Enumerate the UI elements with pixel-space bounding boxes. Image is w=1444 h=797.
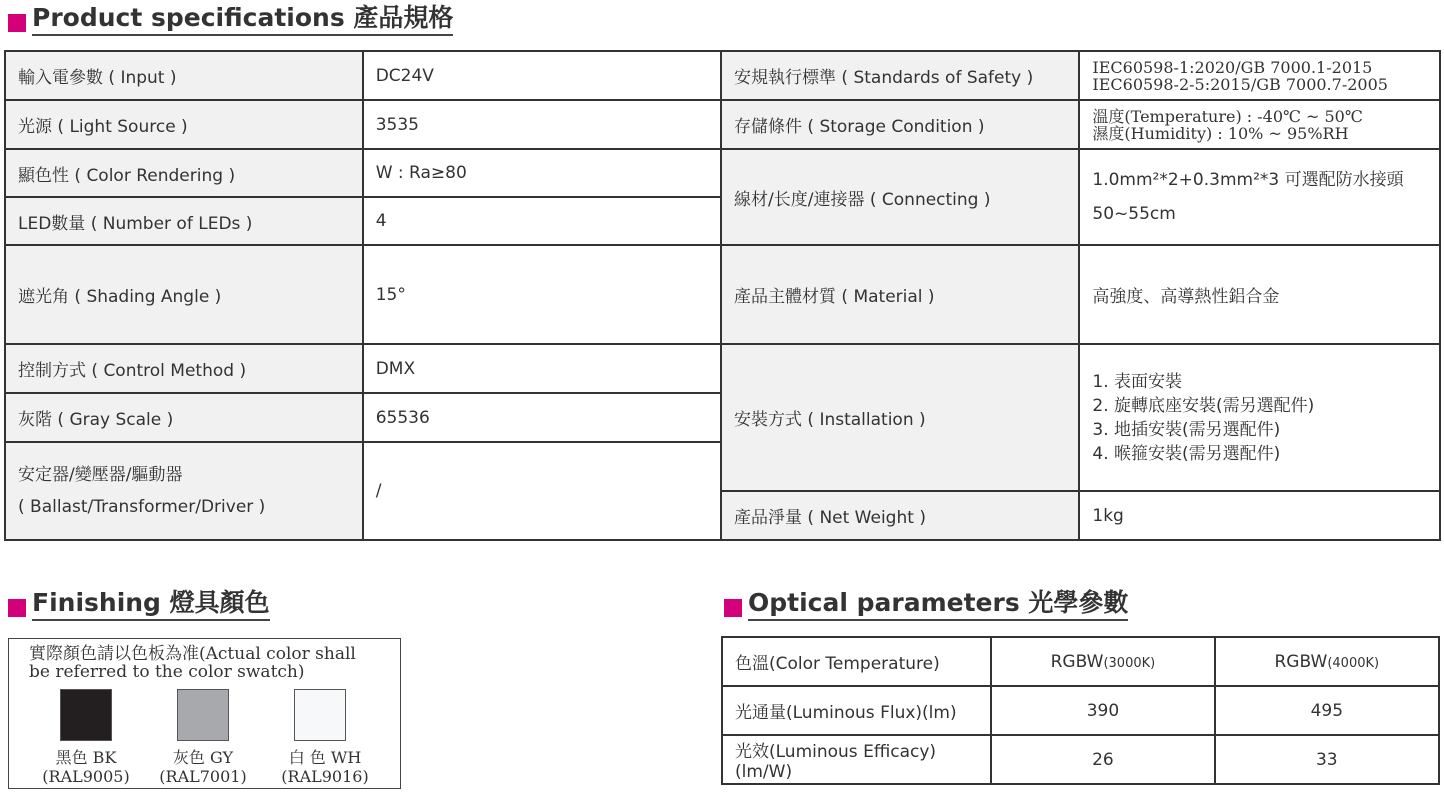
safety-value-line: IEC60598-1:2020/GB 7000.1-2015 [1092,57,1373,77]
optical-value: 33 [1215,735,1439,784]
swatch-name: 黑色 BK [55,748,117,767]
spec-label: 安裝方式 ( Installation ) [721,344,1079,491]
finishing-heading [8,588,270,621]
connecting-value-line: 1.0mm²*2+0.3mm²*3 可選配防水接頭 [1092,170,1404,190]
swatch-name: 灰色 GY [172,748,234,767]
table-row [5,344,1440,393]
spec-value [1079,51,1440,100]
specs-title: Product specifications 產品規格 [32,3,453,36]
optical-header-label: 色溫(Color Temperature) [722,637,991,686]
swatch-black [60,689,112,741]
ballast-label-line: 安定器/變壓器/驅動器 [18,465,183,485]
spec-label: 產品主體材質 ( Material ) [721,245,1079,344]
optical-title: Optical parameters 光學參數 [748,588,1128,621]
spec-value: 4 [363,197,721,245]
installation-item: 1. 表面安裝 [1092,371,1183,392]
optical-col-header [1215,637,1439,686]
installation-item: 4. 喉箍安裝(需另選配件) [1092,443,1281,464]
col-main: RGBW [1274,651,1328,672]
installation-item: 2. 旋轉底座安裝(需另選配件) [1092,395,1315,416]
optical-table [721,636,1440,785]
swatch-gray [177,689,229,741]
spec-label: 安規執行標準 ( Standards of Safety ) [721,51,1079,100]
magenta-square-icon [8,14,26,32]
spec-label: 輸入電參數 ( Input ) [5,51,363,100]
spec-label: 存儲條件 ( Storage Condition ) [721,100,1079,149]
spec-value [1079,149,1440,245]
spec-label: 遮光角 ( Shading Angle ) [5,245,363,344]
storage-value-line: 濕度(Humidity) : 10% ~ 95%RH [1092,123,1349,143]
spec-label: 產品淨量 ( Net Weight ) [721,491,1079,540]
spec-value [1079,100,1440,149]
spec-value [1079,344,1440,491]
swatch-white [294,689,346,741]
safety-value-line: IEC60598-2-5:2015/GB 7000.7-2005 [1092,74,1388,94]
optical-col-header [991,637,1214,686]
spec-label: 線材/长度/連接器 ( Connecting ) [721,149,1079,245]
optical-row-label: 光效(Luminous Efficacy)(lm/W) [722,735,991,784]
finishing-title: Finishing 燈具顏色 [32,588,270,621]
spec-value: 65536 [363,393,721,442]
spec-value: DC24V [363,51,721,100]
optical-value: 495 [1215,686,1439,735]
spec-label [5,442,363,540]
spec-value: W : Ra≥80 [363,149,721,197]
spec-label: LED數量 ( Number of LEDs ) [5,197,363,245]
spec-value: DMX [363,344,721,393]
swatch-code: (RAL7001) [159,767,247,786]
spec-value: 1kg [1079,491,1440,540]
swatch-name: 白 色 WH [288,748,362,767]
spec-label: 光源 ( Light Source ) [5,100,363,149]
swatch-label-white [270,748,380,786]
swatch-label-black [36,748,136,786]
spec-value: / [363,442,721,540]
table-row [722,735,1439,784]
table-row [722,686,1439,735]
optical-value: 26 [991,735,1214,784]
spec-label: 灰階 ( Gray Scale ) [5,393,363,442]
swatch-code: (RAL9005) [42,767,130,786]
spec-value: 15° [363,245,721,344]
table-row [5,245,1440,344]
connecting-value-line: 50~55cm [1092,204,1176,224]
spec-value: 3535 [363,100,721,149]
swatch-label-gray [153,748,253,786]
spec-value: 高強度、高導熱性鋁合金 [1079,245,1440,344]
magenta-square-icon [724,599,742,617]
spec-label: 控制方式 ( Control Method ) [5,344,363,393]
table-row [722,637,1439,686]
optical-value: 390 [991,686,1214,735]
finishing-note-line: be referred to the color swatch) [29,662,305,682]
table-row [5,149,1440,197]
spec-label: 顯色性 ( Color Rendering ) [5,149,363,197]
optical-row-label: 光通量(Luminous Flux)(lm) [722,686,991,735]
col-sub: (3000K) [1103,655,1156,671]
table-row [5,51,1440,100]
optical-heading [724,588,1128,621]
finishing-note [29,645,389,681]
magenta-square-icon [8,599,26,617]
col-main: RGBW [1050,651,1104,672]
ballast-label-line: ( Ballast/Transformer/Driver ) [18,497,266,517]
swatch-code: (RAL9016) [281,767,369,786]
installation-item: 3. 地插安裝(需另選配件) [1092,419,1281,440]
specs-table [4,50,1441,541]
col-sub: (4000K) [1327,655,1380,671]
specs-heading [8,3,453,36]
table-row [5,100,1440,149]
storage-value-line: 溫度(Temperature) : -40℃ ~ 50℃ [1092,106,1363,126]
finishing-note-line: 實際顏色請以色板為准(Actual color shall [29,644,356,664]
finishing-box [8,638,401,789]
